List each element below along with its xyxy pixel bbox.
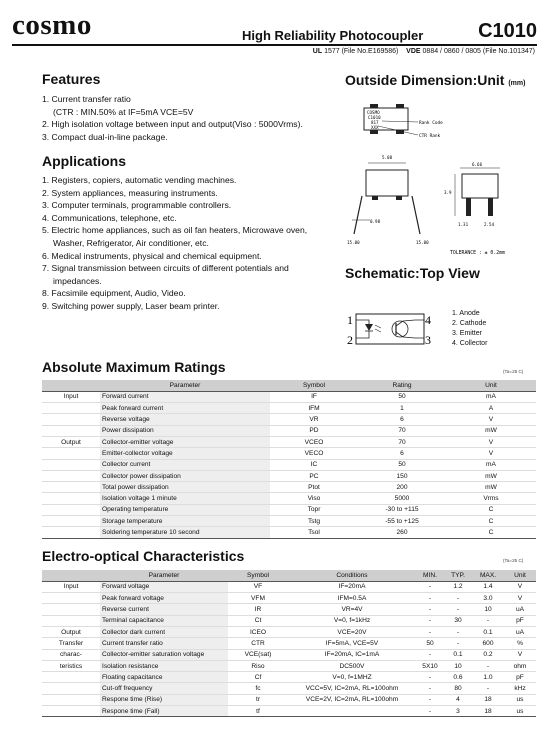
table-cell: Collector current <box>100 459 270 470</box>
application-item: 7. Signal transmission between circuits of different potentials and <box>42 263 289 274</box>
table-cell: charac- <box>42 649 100 660</box>
pin-4-number: 4 <box>425 313 431 327</box>
table-cell <box>42 593 100 604</box>
column-header: MAX. <box>472 570 504 581</box>
table-cell <box>42 604 100 615</box>
table-cell: Soldering temperature 10 second <box>100 527 270 538</box>
table-cell: Isolation voltage 1 minute <box>100 493 270 504</box>
vde-label: VDE <box>406 48 421 55</box>
outside-dimension-drawing <box>340 94 540 262</box>
table-cell: IFM=0.5A <box>288 593 416 604</box>
table-header-row <box>42 380 536 391</box>
table-cell: 0.1 <box>444 649 472 660</box>
table-cell: - <box>416 626 444 637</box>
table-cell: kHz <box>504 683 536 694</box>
table-cell: uA <box>504 604 536 615</box>
table-cell: C <box>446 516 536 527</box>
table-cell <box>42 706 100 717</box>
table-row <box>42 615 536 626</box>
table-cell <box>42 459 100 470</box>
table-cell: 0.1 <box>472 626 504 637</box>
table-cell: Current transfer ratio <box>100 638 228 649</box>
feature-item: 3. Compact dual-in-line package. <box>42 131 168 142</box>
table-cell: - <box>444 593 472 604</box>
application-item: 3. Computer terminals, programmable controllers. <box>42 200 232 211</box>
table-cell: 600 <box>472 638 504 649</box>
table-cell: VFM <box>228 593 288 604</box>
features-list <box>42 93 303 143</box>
table-row <box>42 459 536 470</box>
table-row <box>42 504 536 515</box>
pin-1-number: 1 <box>347 313 353 327</box>
application-item: 9. Switching power supply, Laser beam printer. <box>42 300 220 311</box>
table-cell: 1.4 <box>472 581 504 592</box>
package-marking-2: C1010 <box>368 115 381 120</box>
table-cell: VCE=20V <box>288 626 416 637</box>
table-cell: mA <box>446 391 536 402</box>
table-cell: Peak forward current <box>100 403 270 414</box>
table-cell: 6 <box>358 448 446 459</box>
table-cell: Vrms <box>446 493 536 504</box>
table-cell: Tsol <box>270 527 358 538</box>
vde-text: 0884 / 0860 / 0805 (File No.101347) <box>422 48 535 55</box>
column-header: Parameter <box>100 380 270 391</box>
table-row <box>42 470 536 481</box>
pin-legend-item: 4. Collector <box>452 340 488 347</box>
table-cell: - <box>416 615 444 626</box>
table-cell: VR <box>270 414 358 425</box>
table-cell: 30 <box>444 615 472 626</box>
table-cell: Peak forward voltage <box>100 593 228 604</box>
schematic-heading: Schematic:Top View <box>345 265 480 281</box>
angle-right-label: 15.00 <box>416 240 429 245</box>
pin-legend-item: 1. Anode <box>452 310 480 317</box>
table-cell <box>42 694 100 705</box>
table-row <box>42 672 536 683</box>
table-cell: Forward voltage <box>100 581 228 592</box>
table-cell: - <box>472 660 504 671</box>
column-header: Unit <box>504 570 536 581</box>
table-cell: 50 <box>358 459 446 470</box>
column-header: Symbol <box>228 570 288 581</box>
table-cell: Output <box>42 436 100 447</box>
table-cell: mW <box>446 482 536 493</box>
table-cell: Cut-off frequency <box>100 683 228 694</box>
table-cell: CTR <box>228 638 288 649</box>
features-heading: Features <box>42 71 101 87</box>
column-header: Rating <box>358 380 446 391</box>
table-row <box>42 694 536 705</box>
pin-legend-item: 3. Emitter <box>452 330 482 337</box>
table-cell: us <box>504 706 536 717</box>
table-cell: - <box>416 706 444 717</box>
package-front-view <box>347 155 429 245</box>
applications-list <box>42 174 307 313</box>
table-row <box>42 516 536 527</box>
table-cell: IFM <box>270 403 358 414</box>
table-row <box>42 581 536 592</box>
table-cell: C <box>446 527 536 538</box>
table-cell: Viso <box>270 493 358 504</box>
column-header: Symbol <box>270 380 358 391</box>
table-row <box>42 493 536 504</box>
table-cell: - <box>416 683 444 694</box>
electro-ta-note: (Ta=25 C) <box>503 558 524 563</box>
ul-label: UL <box>312 48 323 55</box>
table-cell: - <box>472 615 504 626</box>
table-cell: 0.2 <box>472 649 504 660</box>
table-cell: 260 <box>358 527 446 538</box>
table-cell: A <box>446 403 536 414</box>
table-row <box>42 604 536 615</box>
table-cell: mW <box>446 425 536 436</box>
application-item: 2. System appliances, measuring instruments. <box>42 187 218 198</box>
table-cell: Collector power dissipation <box>100 470 270 481</box>
table-cell: 6 <box>358 414 446 425</box>
table-cell: Topr <box>270 504 358 515</box>
table-cell: mA <box>446 459 536 470</box>
table-cell: Cf <box>228 672 288 683</box>
table-cell: - <box>444 638 472 649</box>
table-cell: teristics <box>42 660 100 671</box>
table-cell: mW <box>446 470 536 481</box>
table-cell: IR <box>228 604 288 615</box>
dim-a-label: 3.9 <box>444 190 452 195</box>
outside-dimension-heading <box>345 72 525 88</box>
table-cell: PD <box>270 425 358 436</box>
table-cell: Reverse current <box>100 604 228 615</box>
table-cell: 10 <box>472 604 504 615</box>
column-header <box>42 380 100 391</box>
rank-code-label: Rank Code <box>419 121 443 126</box>
table-row <box>42 436 536 447</box>
table-row <box>42 403 536 414</box>
table-cell: Ct <box>228 615 288 626</box>
dim-top-label: 5.08 <box>382 155 393 160</box>
table-row <box>42 425 536 436</box>
table-cell: Tstg <box>270 516 358 527</box>
table-cell: VCEO <box>270 436 358 447</box>
package-marking-4: XXX <box>371 125 379 130</box>
angle-left-label: 15.00 <box>347 240 360 245</box>
table-cell <box>42 403 100 414</box>
table-cell <box>42 482 100 493</box>
application-item: 4. Communications, telephone, etc. <box>42 212 177 223</box>
table-cell: PC <box>270 470 358 481</box>
table-cell: 50 <box>358 391 446 402</box>
pin-legend <box>452 309 487 349</box>
table-cell: VR=4V <box>288 604 416 615</box>
document-title: High Reliability Photocoupler <box>242 28 424 43</box>
table-row <box>42 683 536 694</box>
table-cell: - <box>472 683 504 694</box>
table-row <box>42 414 536 425</box>
table-cell: V <box>446 436 536 447</box>
application-item: Washer, Refrigerator, Air conditioner, etc. <box>53 237 209 248</box>
table-cell: Collector-emitter voltage <box>100 436 270 447</box>
table-cell: pF <box>504 672 536 683</box>
table-cell: 80 <box>444 683 472 694</box>
table-cell: V <box>446 414 536 425</box>
table-row <box>42 482 536 493</box>
table-cell: 70 <box>358 425 446 436</box>
table-cell: Floating capacitance <box>100 672 228 683</box>
column-header <box>42 570 100 581</box>
table-cell: Operating temperature <box>100 504 270 515</box>
table-cell: Terminal capacitance <box>100 615 228 626</box>
table-cell: 150 <box>358 470 446 481</box>
table-cell <box>42 504 100 515</box>
abs-max-heading: Absolute Maximum Ratings <box>42 359 226 375</box>
table-cell: Forward current <box>100 391 270 402</box>
column-header: Conditions <box>288 570 416 581</box>
table-cell <box>288 706 416 717</box>
table-cell: V <box>446 448 536 459</box>
table-cell: DC500V <box>288 660 416 671</box>
table-cell: 1 <box>358 403 446 414</box>
table-row <box>42 593 536 604</box>
table-cell <box>42 414 100 425</box>
electro-heading: Electro-optical Characteristics <box>42 548 245 564</box>
table-cell: - <box>444 626 472 637</box>
table-cell: 50 <box>416 638 444 649</box>
table-cell: VCC=5V, IC=2mA, RL=100ohm <box>288 683 416 694</box>
table-cell: Isolation resistance <box>100 660 228 671</box>
table-cell: IC <box>270 459 358 470</box>
table-cell: Respone time (Fall) <box>100 706 228 717</box>
table-cell: - <box>444 604 472 615</box>
table-cell: IF <box>270 391 358 402</box>
table-row <box>42 706 536 717</box>
ul-text: 1577 (File No.E169586) <box>324 48 399 55</box>
feature-item: 2. High isolation voltage between input and output(Viso : 5000Vrms). <box>42 119 303 130</box>
ctr-rank-label: CTR Rank <box>419 134 441 139</box>
table-row <box>42 660 536 671</box>
table-cell: ICEO <box>228 626 288 637</box>
pin-legend-item: 2. Cathode <box>452 320 487 327</box>
table-cell: 0.6 <box>444 672 472 683</box>
application-item: 8. Facsimile equipment, Audio, Video. <box>42 288 186 299</box>
table-cell: IF=5mA, VCE=5V <box>288 638 416 649</box>
application-item: 1. Registers, copiers, automatic vending machines. <box>42 175 237 185</box>
table-cell: us <box>504 694 536 705</box>
package-outline <box>356 314 424 344</box>
package-marking-1: COSMO <box>367 110 380 115</box>
table-cell <box>42 516 100 527</box>
table-row <box>42 391 536 402</box>
table-row <box>42 649 536 660</box>
header-rule <box>12 44 537 46</box>
dim-width-label: 6.66 <box>472 162 483 167</box>
table-cell: Emitter-collector voltage <box>100 448 270 459</box>
brand-logo: cosmo <box>12 9 92 41</box>
table-cell: Input <box>42 581 100 592</box>
table-cell: - <box>416 672 444 683</box>
pin-3-number: 3 <box>425 333 431 347</box>
table-cell: pF <box>504 615 536 626</box>
table-cell <box>42 493 100 504</box>
table-cell: fc <box>228 683 288 694</box>
table-cell: -30 to +115 <box>358 504 446 515</box>
table-cell: % <box>504 638 536 649</box>
table-cell: Reverse voltage <box>100 414 270 425</box>
feature-item: 1. Current transfer ratio <box>42 94 131 104</box>
table-cell: tr <box>228 694 288 705</box>
table-cell: uA <box>504 626 536 637</box>
table-cell: Power dissipation <box>100 425 270 436</box>
table-cell: Total power dissipation <box>100 482 270 493</box>
table-cell <box>42 683 100 694</box>
table-cell <box>42 470 100 481</box>
table-cell: Collector-emitter saturation voltage <box>100 649 228 660</box>
column-header: TYP. <box>444 570 472 581</box>
table-row <box>42 448 536 459</box>
table-cell: Riso <box>228 660 288 671</box>
table-cell: V=0, f=1MHZ <box>288 672 416 683</box>
table-cell: V <box>504 649 536 660</box>
table-cell: IF=20mA, IC=1mA <box>288 649 416 660</box>
table-cell: 4 <box>444 694 472 705</box>
column-header: MIN. <box>416 570 444 581</box>
applications-heading: Applications <box>42 153 127 169</box>
table-cell: Respone time (Rise) <box>100 694 228 705</box>
table-cell: Storage temperature <box>100 516 270 527</box>
abs-max-table <box>42 380 536 539</box>
table-cell: VCE(sat) <box>228 649 288 660</box>
table-cell <box>42 672 100 683</box>
table-row <box>42 626 536 637</box>
table-cell: 18 <box>472 706 504 717</box>
table-cell <box>42 448 100 459</box>
application-item: 5. Electric home appliances, such as oil fan heaters, Microwave oven, <box>42 225 308 236</box>
table-row <box>42 527 536 538</box>
table-cell: Collector dark current <box>100 626 228 637</box>
table-cell: VECO <box>270 448 358 459</box>
pin-2-number: 2 <box>347 333 353 347</box>
certification-line <box>313 48 535 55</box>
table-cell: Input <box>42 391 100 402</box>
outside-dimension-unit: (mm) <box>508 80 526 87</box>
table-cell: 70 <box>358 436 446 447</box>
dim-b-label: 1.31 <box>458 222 469 227</box>
package-top-view <box>364 104 443 139</box>
table-cell: - <box>416 604 444 615</box>
table-cell: 18 <box>472 694 504 705</box>
table-cell: - <box>416 593 444 604</box>
table-cell: VF <box>228 581 288 592</box>
table-cell: VCE=2V, IC=2mA, RL=100ohm <box>288 694 416 705</box>
schematic-diagram <box>345 310 437 348</box>
table-cell <box>42 527 100 538</box>
table-cell: 1.2 <box>444 581 472 592</box>
table-cell: - <box>416 581 444 592</box>
table-cell: 5000 <box>358 493 446 504</box>
table-cell <box>42 425 100 436</box>
table-cell: 1.0 <box>472 672 504 683</box>
table-header-row <box>42 570 536 581</box>
tolerance-note: TOLERANCE : ± 0.2mm <box>450 251 505 256</box>
table-cell: Output <box>42 626 100 637</box>
table-cell: V <box>504 581 536 592</box>
feature-item: (CTR : MIN.50% at IF=5mA VCE=5V <box>53 106 194 117</box>
table-row <box>42 638 536 649</box>
table-cell: C <box>446 504 536 515</box>
table-cell: 5X10 <box>416 660 444 671</box>
dim-lead-label: 2.54 <box>484 222 495 227</box>
table-cell: 200 <box>358 482 446 493</box>
outside-dimension-title: Outside Dimension:Unit <box>345 72 505 88</box>
table-cell: - <box>416 649 444 660</box>
table-cell: IF=20mA <box>288 581 416 592</box>
table-cell: tf <box>228 706 288 717</box>
table-cell: V <box>504 593 536 604</box>
table-cell: 10 <box>444 660 472 671</box>
column-header: Unit <box>446 380 536 391</box>
page-header <box>0 0 549 55</box>
table-cell: Transfer <box>42 638 100 649</box>
table-cell: -55 to +125 <box>358 516 446 527</box>
table-cell: V=0, f=1kHz <box>288 615 416 626</box>
table-cell <box>42 615 100 626</box>
package-marking-3: 817 <box>371 120 379 125</box>
application-item: 6. Medical instruments, physical and chemical equipment. <box>42 250 262 261</box>
table-cell: ohm <box>504 660 536 671</box>
table-cell: - <box>416 694 444 705</box>
abs-max-ta-note: (Ta=25 C) <box>503 369 524 374</box>
table-cell: 3 <box>444 706 472 717</box>
part-number: C1010 <box>478 20 537 42</box>
table-cell: Ptot <box>270 482 358 493</box>
application-item: impedances. <box>53 275 102 286</box>
package-side-view <box>444 162 505 256</box>
column-header: Parameter <box>100 570 228 581</box>
electro-table <box>42 570 536 717</box>
dim-c-label: 0.98 <box>370 219 381 224</box>
table-cell: 3.0 <box>472 593 504 604</box>
